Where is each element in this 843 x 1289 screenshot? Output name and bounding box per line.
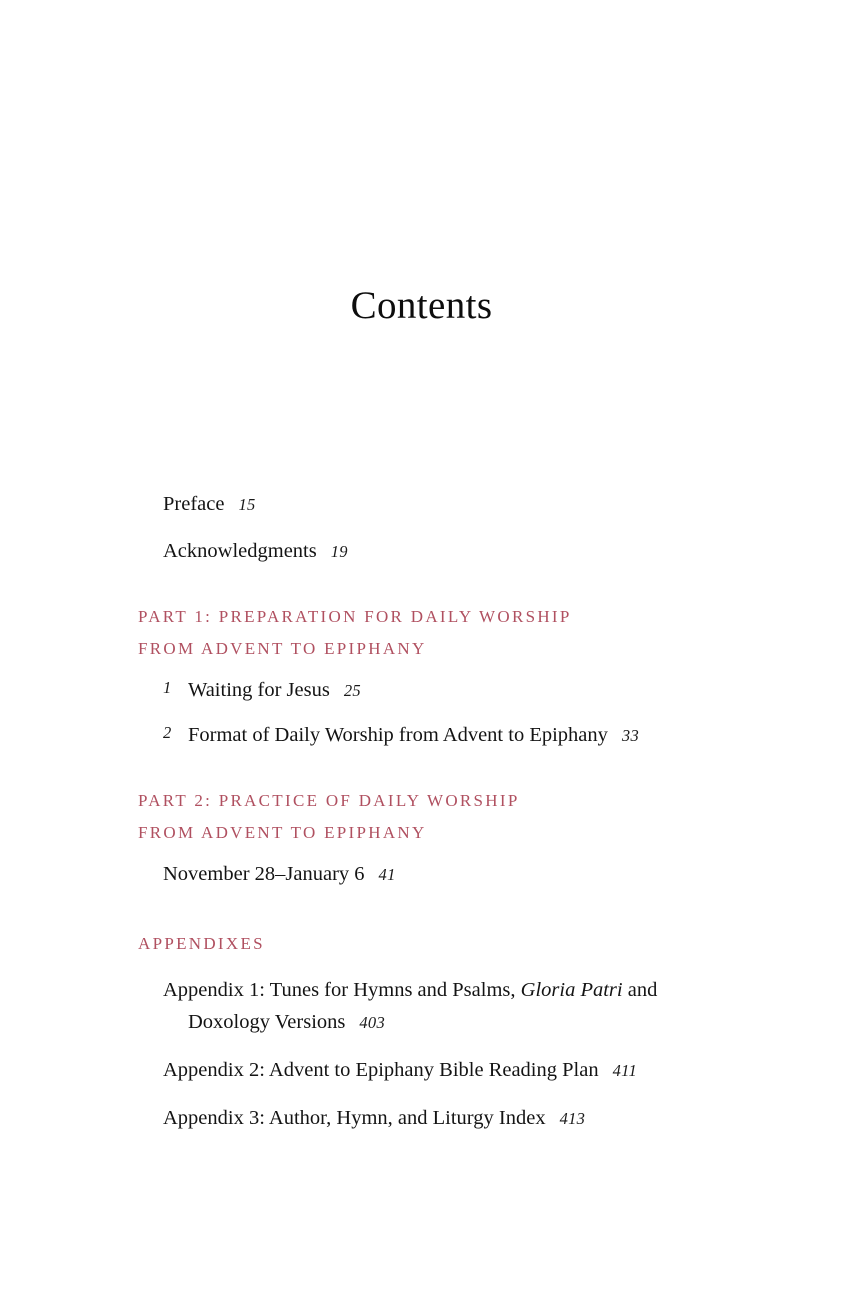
toc-entry-label: November 28–January 6 [163,863,365,886]
appendixes-heading [138,928,698,959]
chapter-number: 2 [163,722,172,742]
part-heading-line-2: FROM ADVENT TO EPIPHANY [138,822,427,842]
toc-entry-chapter-2[interactable] [163,723,698,749]
toc-entry-page-number: 413 [559,1108,586,1128]
toc-entry-page-number: 15 [238,495,256,514]
toc-entry-appendix-3[interactable] [163,1103,698,1135]
part-heading-line-1: PART 1: PREPARATION FOR DAILY WORSHIP [138,607,572,627]
toc-entry-chapter-1[interactable] [163,678,698,704]
toc-entry-label: Waiting for Jesus [188,679,330,702]
table-of-contents [138,492,698,1150]
part-heading-1 [138,601,698,664]
toc-entry-page-number: 411 [612,1060,638,1080]
page-title: Contents [350,284,493,328]
toc-entry-label: Appendix 2: Advent to Epiphany Bible Reading Plan [163,1058,599,1081]
toc-entry-preface[interactable] [163,492,698,518]
toc-entry-appendix-1[interactable] [163,975,698,1039]
toc-entry-label: Format of Daily Worship from Advent to Epiphany [188,723,608,746]
toc-entry-label: Acknowledgments [163,539,317,562]
toc-entry-label: Preface [163,493,225,515]
part-heading-line-2: FROM ADVENT TO EPIPHANY [138,638,427,658]
toc-entry-page-number: 25 [343,681,361,701]
chapter-number: 1 [163,678,172,698]
part-heading-2 [138,785,698,848]
toc-entry-page-number: 41 [378,865,396,885]
toc-entry-label: Appendix 3: Author, Hymn, and Liturgy Index [163,1106,546,1129]
toc-entry-page-number: 33 [621,725,639,745]
toc-entry-label-italic: Gloria Patri [520,979,623,1002]
toc-entry-page-number: 403 [359,1013,386,1033]
toc-entry-page-number: 19 [330,541,348,561]
toc-entry-label: Appendix 1: Tunes for Hymns and Psalms, [163,979,521,1002]
part-heading-line-1: PART 2: PRACTICE OF DAILY WORSHIP [138,791,520,811]
toc-entry-appendix-2[interactable] [163,1055,698,1087]
toc-entry-acknowledgments[interactable] [163,539,698,565]
toc-entry-date-range[interactable] [163,862,698,888]
toc-entry-label-tail: and Doxology Versions [188,979,658,1034]
appendixes-heading-label: APPENDIXES [138,933,265,953]
